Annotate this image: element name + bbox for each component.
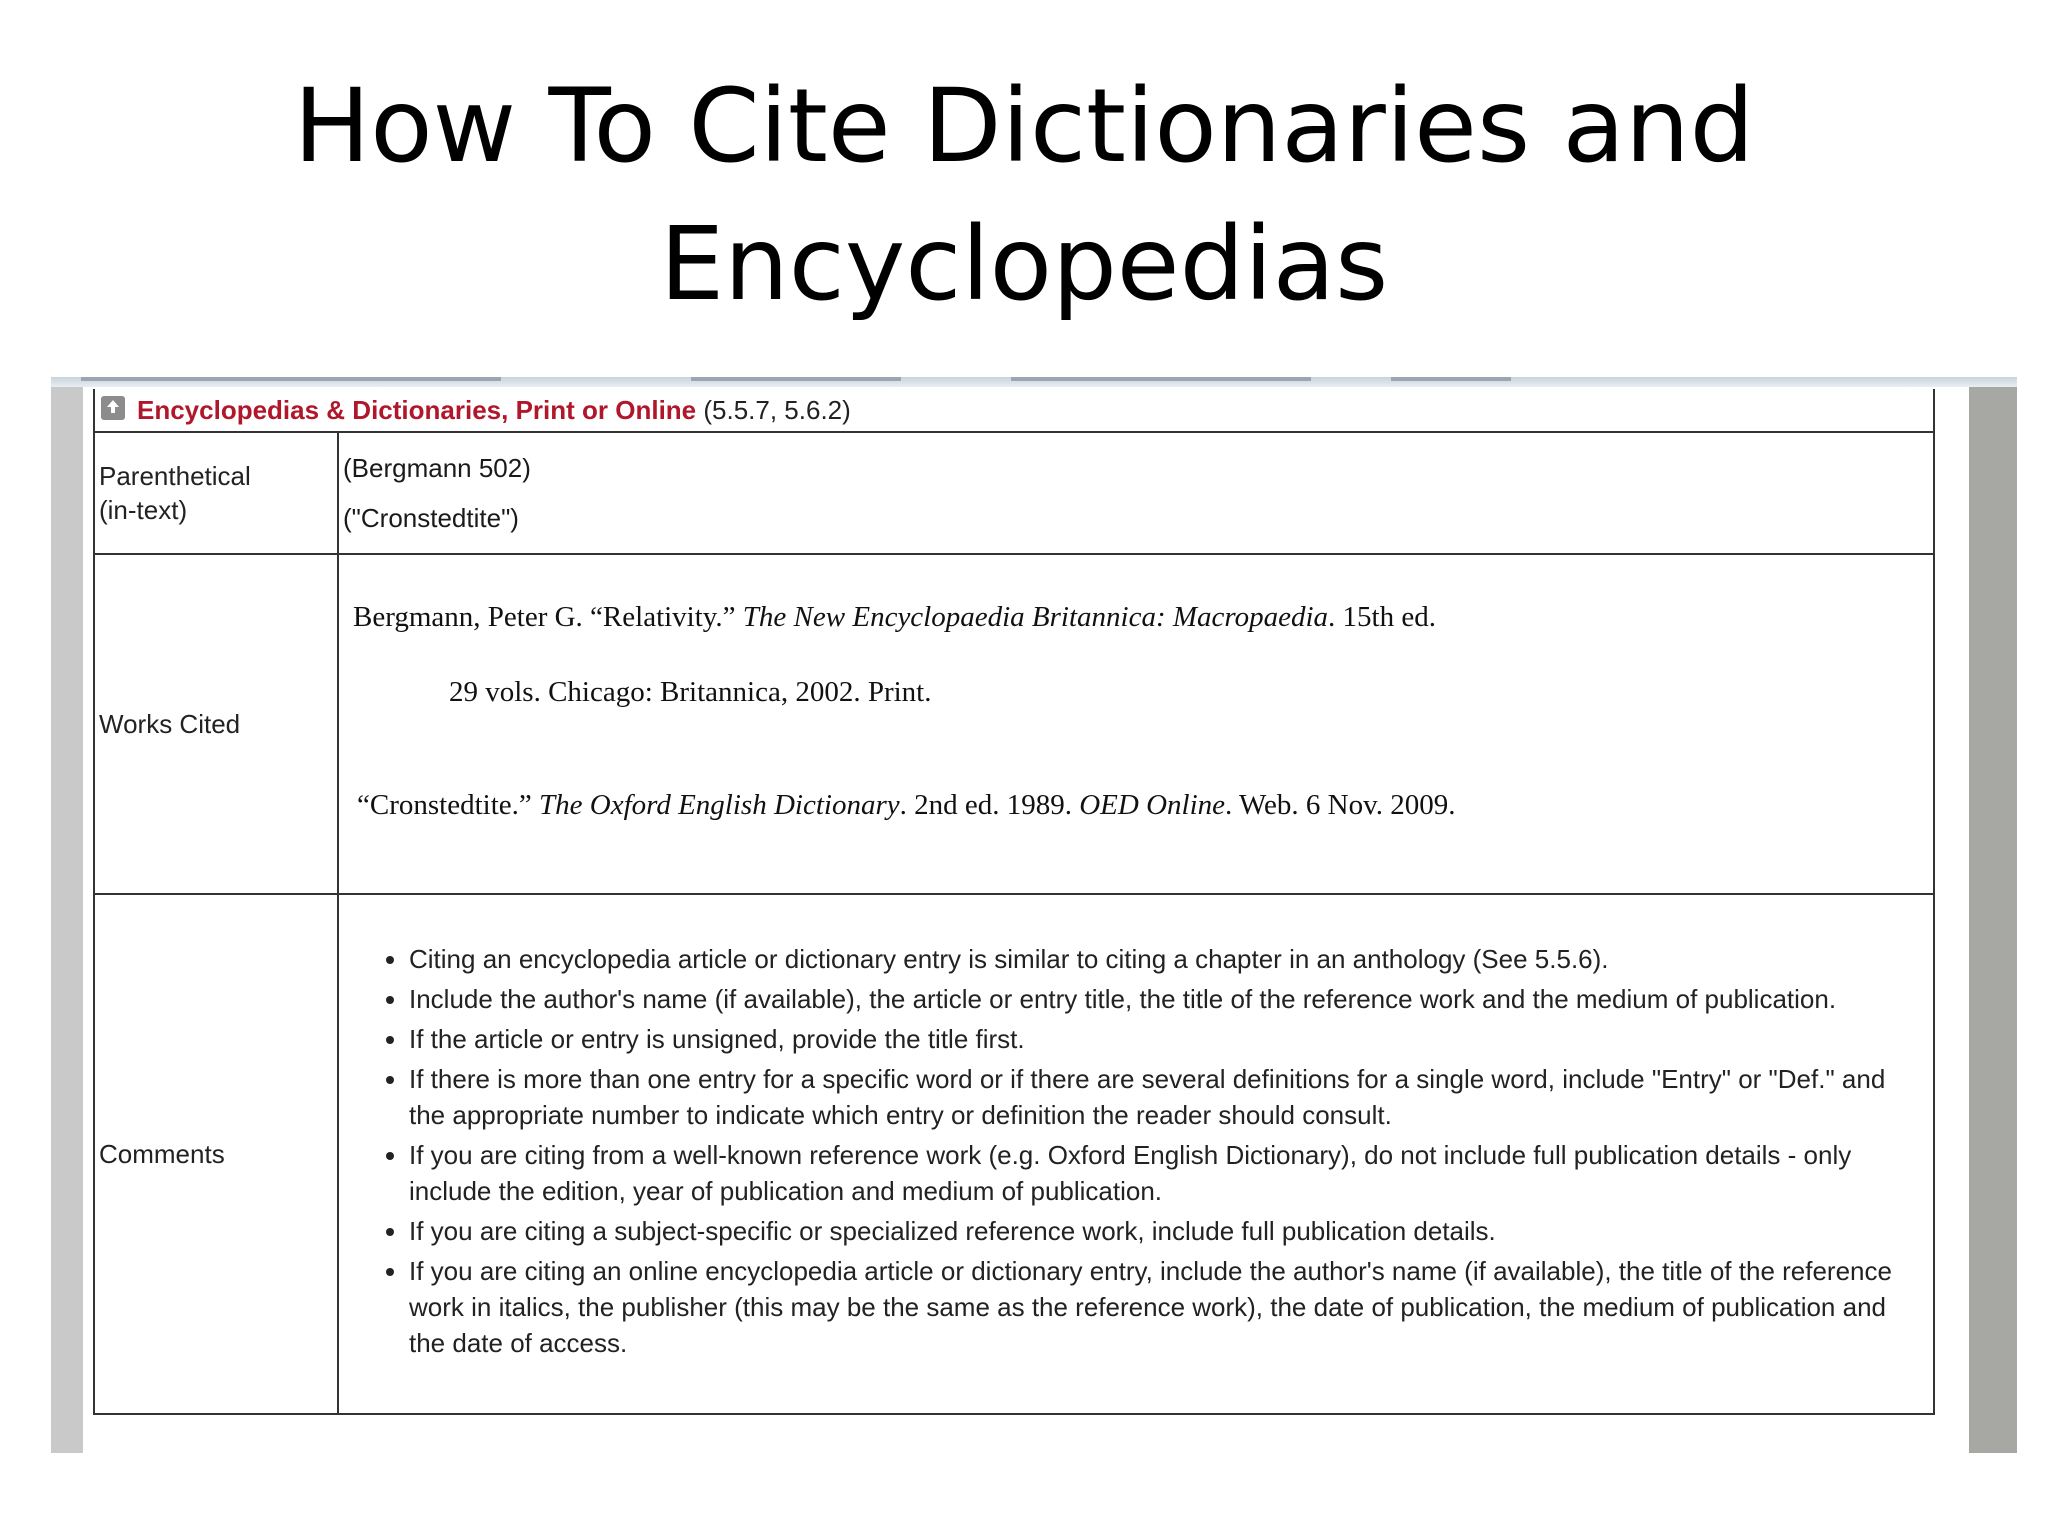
slide-title [0,58,2048,334]
parenthetical-example-2: ("Cronstedtite") [343,503,519,533]
citation-table [93,389,1935,1415]
table-header-title: Encyclopedias & Dictionaries, Print or Online [137,394,697,425]
parenthetical-label [94,432,338,554]
comment-item: • Citing an encyclopedia article or dictionary entry is similar to citing a chapter in an anthology (See 5.5.6). [409,941,1893,977]
top-border-strip [51,377,2017,387]
comments-row [94,894,1934,1414]
comments-label: Comments [94,894,338,1414]
entry-2-title: “Cronstedtite.” [357,788,540,821]
parenthetical-example-1: (Bergmann 502) [343,453,531,483]
entry-2-edition: . 2nd ed. 1989. [899,788,1080,821]
works-cited-entry-2 [339,709,1933,892]
works-cited-label: Works Cited [94,554,338,894]
comment-item: • If you are citing an online encyclopedia article or dictionary entry, include the author's name (if available), the title of the reference work in italics, the publisher (this may be the same as the reference work), the date of publication, the medium of publication and the date of access. [409,1253,1893,1361]
right-scrollbar[interactable] [1969,387,2017,1453]
entry-1-edition: . 15th ed. [1328,600,1436,633]
works-cited-entry-1-continuation: 29 vols. Chicago: Britannica, 2002. Print. [449,675,932,708]
entry-2-work: The Oxford English Dictionary [539,788,900,821]
table-header-sections: (5.5.7, 5.6.2) [696,394,851,425]
comment-item: • Include the author's name (if available), the article or entry title, the title of the reference work and the medium of publication. [409,981,1893,1017]
table-header-cell [94,389,1934,432]
screenshot-panel [51,377,2017,1453]
entry-1-author: Bergmann, Peter G. “Relativity.” [353,600,743,633]
comment-item: • If you are citing a subject-specific or specialized reference work, include full publication details. [409,1213,1893,1249]
up-arrow-icon[interactable] [101,396,125,420]
comment-item: • If you are citing from a well-known reference work (e.g. Oxford English Dictionary), do not include full publication details - only include the edition, year of publication and medium of publication. [409,1137,1893,1209]
left-gutter [51,387,83,1453]
entry-1-work: The New Encyclopaedia Britannica: Macropaedia [742,600,1329,633]
parenthetical-label-line-2: (in-text) [99,495,188,525]
comments-list [371,941,1893,1361]
comment-item: • If there is more than one entry for a specific word or if there are several definitions for a single word, include "Entry" or "Def." and the appropriate number to indicate which entry or definition the reader should consult. [409,1061,1893,1133]
table-header-row [94,389,1934,432]
entry-2-database: OED Online [1079,788,1226,821]
slide-title-line-1: How To Cite Dictionaries and [293,67,1755,186]
works-cited-entry-1 [339,557,1933,634]
parenthetical-examples [338,432,1934,554]
comment-item: • If the article or entry is unsigned, provide the title first. [409,1021,1893,1057]
entry-2-access: . Web. 6 Nov. 2009. [1225,788,1456,821]
parenthetical-label-line-1: Parenthetical [99,461,251,491]
comments-cell [338,894,1934,1414]
works-cited-row [94,554,1934,894]
works-cited-entries [338,554,1934,894]
slide-title-line-2: Encyclopedias [659,205,1389,324]
parenthetical-row [94,432,1934,554]
